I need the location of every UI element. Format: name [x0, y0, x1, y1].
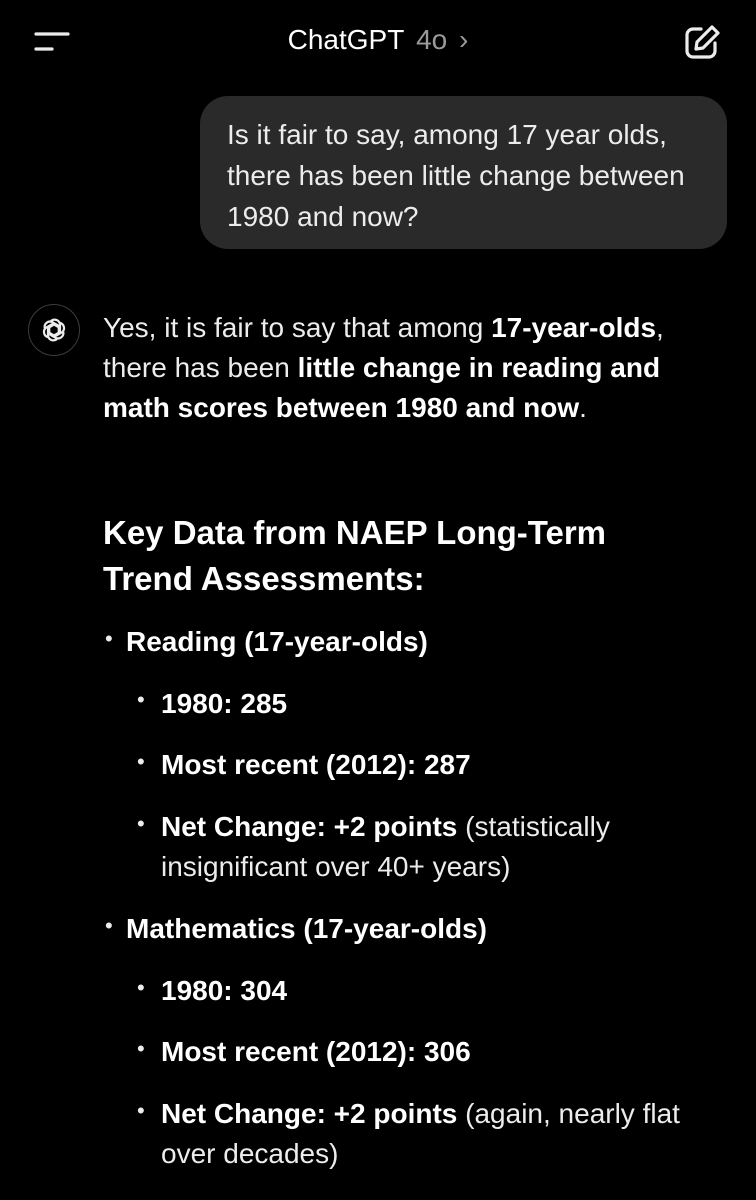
- bullet: •: [105, 626, 113, 651]
- list-item: [161, 745, 701, 785]
- item-bold: Most recent (2012): 287: [161, 749, 471, 780]
- intro-text: .: [579, 392, 587, 423]
- intro-bold: 17-year-olds: [491, 312, 657, 343]
- list-item: [161, 684, 701, 724]
- assistant-message: [103, 308, 703, 1169]
- top-bar: [0, 0, 756, 80]
- bullet: •: [105, 913, 113, 938]
- user-message-text: Is it fair to say, among 17 year olds, there has been little change between 1980 and now?: [227, 119, 685, 232]
- item-bold: Net Change: +2 points: [161, 1098, 458, 1129]
- user-message-bubble: [200, 96, 727, 249]
- item-text: (again, nearly flat over decades): [161, 1098, 680, 1169]
- item-bold: 1980: 285: [161, 688, 288, 719]
- section-heading: Key Data from NAEP Long-Term Trend Assessments:: [103, 514, 607, 597]
- model-name: 4o: [416, 24, 448, 55]
- bullet: •: [137, 1098, 145, 1123]
- bullet: •: [137, 1036, 145, 1061]
- list-item: [161, 1094, 701, 1174]
- list-item: [161, 971, 701, 1011]
- bullet: •: [137, 687, 145, 712]
- item-text: (statistically insignificant over 40+ years): [161, 811, 610, 882]
- list-item: [161, 807, 701, 887]
- bullet: •: [137, 811, 145, 836]
- chevron-right-icon: ›: [459, 24, 469, 55]
- openai-logo-icon: [28, 304, 80, 356]
- list-item-reading: Reading (17-year-olds): [126, 626, 428, 657]
- intro-bold: little change in reading and math scores between 1980 and now: [103, 352, 661, 423]
- bullet: •: [137, 975, 145, 1000]
- intro-text: Yes, it is fair to say that among: [103, 312, 492, 343]
- item-bold: Most recent (2012): 306: [161, 1036, 471, 1067]
- new-chat-icon[interactable]: [682, 22, 724, 62]
- app-title: ChatGPT: [287, 24, 405, 55]
- bullet: •: [137, 749, 145, 774]
- assistant-intro: [103, 308, 703, 428]
- item-bold: 1980: 304: [161, 975, 288, 1006]
- model-selector[interactable]: [0, 22, 756, 58]
- item-bold: Net Change: +2 points: [161, 811, 458, 842]
- intro-text: , there has been: [103, 312, 664, 383]
- list-item: [161, 1032, 701, 1072]
- list-item-mathematics: Mathematics (17-year-olds): [126, 913, 488, 944]
